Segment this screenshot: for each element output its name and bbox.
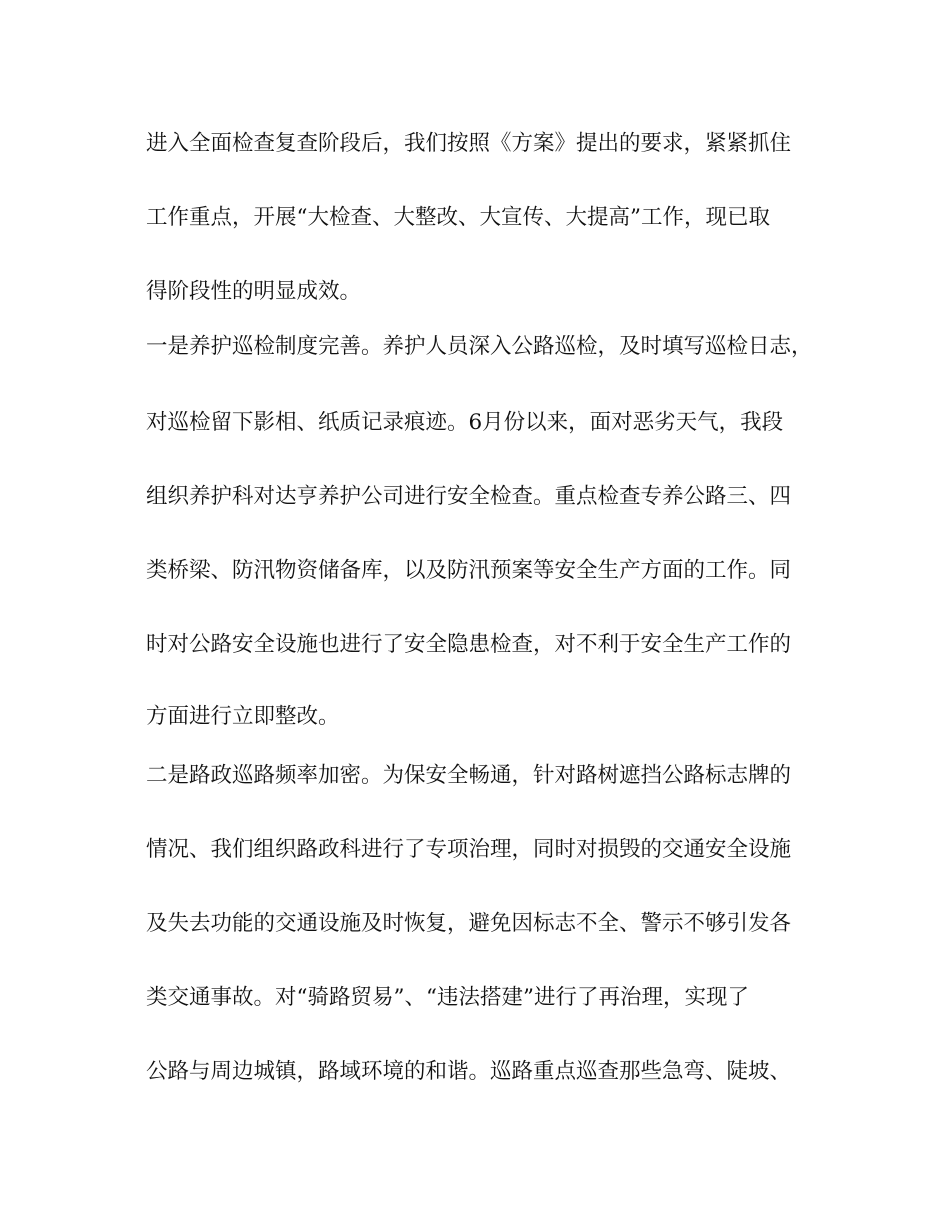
text-line: 情况、我们组织路政科进行了专项治理，同时对损毁的交通安全设施 <box>146 837 792 862</box>
text-line: 时对公路安全设施也进行了安全隐患检查，对不利于安全生产工作的 <box>146 632 792 657</box>
text-line: 进入全面检查复查阶段后，我们按照《方案》提出的要求，紧紧抓住 <box>146 131 792 156</box>
text-line: 工作重点，开展“大检查、大整改、大宣传、大提高”工作，现已取 <box>146 205 770 230</box>
text-line: 公路与周边城镇，路域环境的和谐。巡路重点巡查那些急弯、陡坡、 <box>146 1059 792 1084</box>
text-line: 方面进行立即整改。 <box>146 704 340 729</box>
text-line: 得阶段性的明显成效。 <box>146 279 362 304</box>
text-line: 类桥梁、防汛物资储备库，以及防汛预案等安全生产方面的工作。同 <box>146 558 792 583</box>
text-line: 组织养护科对达亨养护公司进行安全检查。重点检查专养公路三、四 <box>146 484 792 509</box>
text-line: 及失去功能的交通设施及时恢复，避免因标志不全、警示不够引发各 <box>146 911 792 936</box>
text-line: 一是养护巡检制度完善。养护人员深入公路巡检，及时填写巡检日志， <box>146 334 813 359</box>
text-line: 对巡检留下影相、纸质记录痕迹。6月份以来，面对恶劣天气，我段 <box>146 410 784 435</box>
text-line: 类交通事故。对“骑路贸易”、“违法搭建”进行了再治理，实现了 <box>146 985 749 1010</box>
text-line: 二是路政巡路频率加密。为保安全畅通，针对路树遮挡公路标志牌的 <box>146 763 792 788</box>
